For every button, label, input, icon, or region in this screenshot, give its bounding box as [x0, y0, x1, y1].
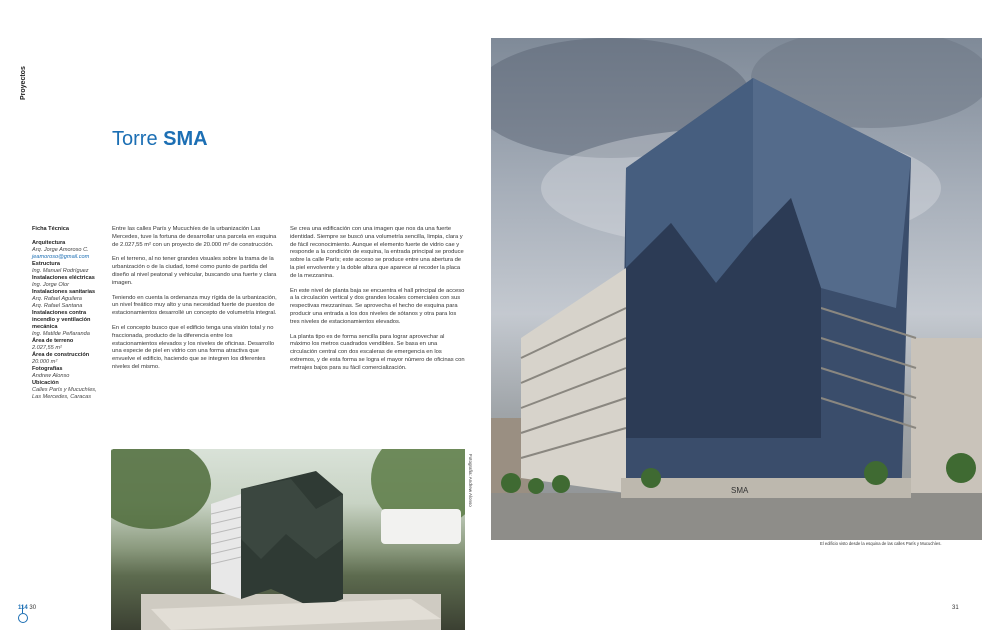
body-paragraph: La planta tipo es de forma sencilla para lograr aprovechar al máximo los metros cuadrados vendibles. Se basa en una circulación central con dos escaleras de emergencia en los extremos, y de esta forma se logra el mayor número de oficinas con metrajes bajos para su fácil comercialización. — [290, 333, 465, 371]
page-number-right: 31 — [952, 605, 959, 611]
ficha-label: Instalaciones contra incendio y ventilación mecánica — [32, 310, 91, 330]
body-paragraph: Teniendo en cuenta la ordenanza muy rígida de la urbanización, un nivel freático muy alto y una necesidad fuerte de puestos de estacionamientos desarrollé un concepto de volumetría integral. — [112, 294, 277, 317]
body-paragraph: En el terreno, al no tener grandes visuales sobre la trama de la urbanización o de la ciudad, tomé como punto de partida del diseño al nivel peatonal y vehicular, buscando una fuerte y clara imagen. — [112, 256, 277, 286]
body-paragraph: Entre las calles París y Mucuchíes de la urbanización Las Mercedes, tuve la fortuna de desarrollar una parcela en esquina de 2.027,55 m² con un proyecto de 20.000 m² de construcción. — [112, 226, 277, 248]
page-number-left — [18, 605, 36, 611]
body-paragraph: En el concepto busco que el edificio tenga una visión total y no fraccionada, producto de la diferencia entre los estacionamientos elevados y los niveles de oficinas. Desarrollo una especie de piel en vidrio con una forma atractiva que envuelve el edificio, haciendo que se integren los diferentes niveles del mismo. — [112, 324, 275, 370]
page-title — [112, 128, 208, 151]
ficha-label: Instalaciones sanitarias — [32, 289, 96, 295]
photo-caption: El edificio visto desde la esquina de las calles París y Mucuchíes. — [820, 541, 942, 546]
photo-credit: Fotografía: Andrew Alonso — [468, 454, 473, 507]
ficha-value: Ing. Matilde Peñaranda — [32, 331, 90, 337]
ficha-value: Las Mercedes, Caracas — [32, 394, 92, 400]
model-photo — [111, 449, 465, 630]
body-column-1 — [112, 226, 277, 379]
body-column-2 — [290, 226, 465, 380]
ficha-value: Arq. Jorge Amoroso C. — [32, 247, 89, 253]
building-photo — [491, 38, 982, 540]
ficha-value: Arq. Rafael Aguilera — [32, 296, 82, 302]
title-bold: SMA — [163, 128, 208, 150]
ficha-label: Área de construcción — [32, 352, 90, 358]
ficha-heading: Ficha Técnica — [32, 226, 69, 232]
ficha-email-link[interactable]: jeamoroso@gmail.com — [32, 254, 90, 260]
ficha-label: Arquitectura — [32, 240, 66, 246]
page-number-highlight: 114 — [18, 605, 28, 611]
body-paragraph: Se crea una edificación con una imagen que nos da una fuerte identidad. Siempre se buscó una volumetría sencilla, limpia, clara y de fácil reconocimiento. Aunque el elemento fuerte de vidrio cae y responde a la condición de esquina, la entrada principal se produce sobre la calle París; este acceso se produce entre una abertura de la piel envolvente y la doble altura que aparece al recoder la placa de la mezzanina. — [290, 226, 464, 279]
ficha-value: Andrew Alonso — [32, 373, 70, 379]
ficha-label: Estructura — [32, 261, 60, 267]
section-label: Proyectos — [20, 66, 27, 100]
ficha-label: Instalaciones eléctricas — [32, 275, 95, 281]
ficha-value: Ing. Jorge Olor — [32, 282, 69, 288]
building-sign: SMA — [731, 486, 749, 495]
ficha-tecnica — [32, 226, 110, 401]
ficha-label: Fotografías — [32, 366, 63, 372]
title-prefix: Torre — [112, 128, 158, 150]
ficha-label: Área de terreno — [32, 338, 74, 344]
page-number: 30 — [29, 605, 37, 611]
body-paragraph: En este nivel de planta baja se encuentra el hall principal de acceso a la circulación vertical y dos grandes locales comerciales con sus respectivas mezzaninas. Se aprovecha el hecho de esquina para producir una entrada a los dos niveles de sótanos y otra para los tres niveles de estacionamientos elevados. — [290, 287, 465, 325]
ficha-value: Ing. Manuel Rodríguez — [32, 268, 89, 274]
building-illustration — [491, 38, 982, 540]
ficha-value: Arq. Rafael Santana — [32, 303, 83, 309]
ficha-value: 2.027,55 m² — [32, 345, 62, 351]
ficha-label: Ubicación — [32, 380, 59, 386]
ficha-value: 20.000 m² — [32, 359, 58, 365]
publication-logo-icon — [18, 613, 28, 623]
model-illustration — [111, 449, 465, 630]
ficha-value: Calles París y Mucuchíes, — [32, 387, 97, 393]
